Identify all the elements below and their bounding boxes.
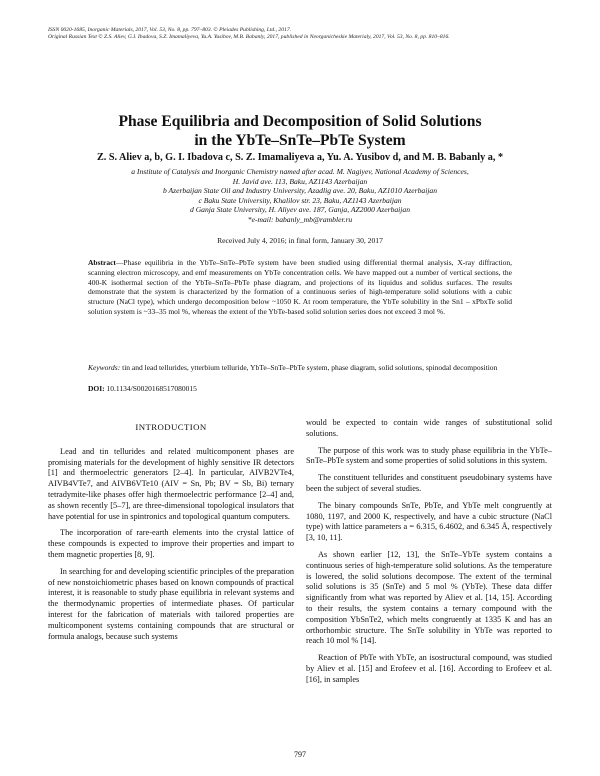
abstract-label: Abstract [88, 258, 116, 267]
paragraph: The incorporation of rare-earth elements into the crystal lattice of these compounds is expected to improve their properties and impart to them magnetic properties [8, 9]. [48, 528, 294, 559]
affiliation-b: b Azerbaijan State Oil and Industry University, Azadlig ave. 20, Baku, AZ1010 Azerbaijan [162, 186, 438, 196]
doi-link[interactable]: 10.1134/S0020168517080015 [104, 384, 197, 393]
abstract [88, 258, 512, 317]
paragraph: Lead and tin tellurides and related multicomponent phases are promising materials for the development of highly sensitive IR detectors [1] and thermoelectric generators [2–4]. In particular, AIVB2VTe4, AIVB4VTe7, and AIVB6VTe10 (AIV = Sn, Pb; BV = Sb, Bi) ternary tetradymite-like phases offer high thermoelectric performance [2–4] and, as shown recently [5–7], are three-dimensional topological insulators that have potential for use in spintronics and topological quantum computers. [48, 446, 294, 521]
title-line-1: Phase Equilibria and Decomposition of Solid Solutions [118, 113, 482, 130]
original-text-line: Original Russian Text © Z.S. Aliev, G.I. Ibadova, S.Z. Imamaliyeva, Yu.A. Yusibov, M.B. Babanly, 2017, published in Neorganicheskie Materialy, 2017, Vol. 53, No. 8, pp. 810–816. [48, 34, 450, 41]
affiliation-c: c Baku State University, Khalilov str. 23, Baku, AZ1143 Azerbaijan [198, 195, 402, 205]
abstract-text: —Phase equilibria in the YbTe–SnTe–PbTe system have been studied using differential thermal analysis, X-ray diffraction, scanning electron microscopy, and emf measurements on YbTe concentration cells. We have mapped out a number of vertical sections, the 400-K isothermal section of the YbTe–SnTe–PbTe phase diagram, and projections of its liquidus and solidus surfaces. The results demonstrate that the system is characterized by the formation of a continuous series of high-temperature solid solutions with a cubic structure (NaCl type), which undergo decomposition below ~1050 K. At room temperature, the YbTe solubility in the Sn1 – xPbxTe solid solution system is ~33–35 mol %, whereas the extent of the YbTe-based solid solution series does not exceed 3 mol %. [88, 258, 512, 316]
title-line-2: in the YbTe–SnTe–PbTe System [194, 132, 406, 149]
received-dates: Received July 4, 2016; in final form, January 30, 2017 [217, 236, 383, 245]
keywords [88, 363, 512, 373]
paragraph: The purpose of this work was to study phase equilibria in the YbTe–SnTe–PbTe system and some properties of solid solutions in this system. [306, 445, 552, 466]
affiliation-a-line1: a Institute of Catalysis and Inorganic Chemistry named after acad. M. Nagiyev, National Academy of Sciences, [131, 167, 469, 176]
journal-citation-line: ISSN 0020-1685, Inorganic Materials, 2017, Vol. 53, No. 8, pp. 797–803. © Pleiades Publishing, Ltd., 2017. [48, 27, 292, 33]
corresponding-email[interactable]: *e-mail: babanly_mb@rambler.ru [247, 214, 353, 224]
journal-header [48, 27, 558, 41]
affiliation-a-line2: H. Javid ave. 113, Baku, AZ1143 Azerbaijan [232, 176, 368, 186]
author-list: Z. S. Aliev a, b, G. I. Ibadova c, S. Z. Imamaliyeva a, Yu. A. Yusibov d, and M. B. Babanly a, * [96, 152, 504, 163]
page-number: 797 [294, 750, 306, 759]
doi-label: DOI: [88, 384, 105, 393]
section-heading: INTRODUCTION [135, 422, 207, 432]
affiliations [48, 167, 552, 225]
left-column [48, 418, 294, 648]
keywords-label: Keywords: [88, 363, 121, 372]
paragraph: The constituent tellurides and constituent pseudobinary systems have been the subject of several studies. [306, 473, 552, 493]
keywords-text: tin and lead tellurides, ytterbium telluride, YbTe–SnTe–PbTe system, phase diagram, solid solutions, spinodal decomposition [120, 363, 498, 372]
paragraph: would be expected to contain wide ranges of substitutional solid solutions. [306, 418, 552, 438]
paragraph: Reaction of PbTe with YbTe, an isostructural compound, was studied by Aliev et al. [15] and Erofeev et al. [16]. According to Erofeev et al. [16], in samples [306, 653, 552, 684]
doi [88, 384, 512, 393]
paragraph: As shown earlier [12, 13], the SnTe–YbTe system contains a continuous series of high-temperature solid solutions. As the temperature is lowered, the solid solutions decompose. The extent of the terminal solid solutions is 35 (SnTe) and 5 mol % (YbTe). These data differ significantly from what was reported by Aliev et al. [14, 15]. According to their results, the system contains a ternary compound with the composition YbSnTe2, which melts congruently at 1335 K and has an orthorhombic structure. The SnTe solubility in YbTe was reported to reach 10 mol % [14]. [306, 549, 552, 646]
paragraph: The binary compounds SnTe, PbTe, and YbTe melt congruently at 1080, 1197, and 2000 K, respectively, and have a cubic structure (NaCl type) with lattice parameters a = 6.315, 6.4602, and 6.345 Å, respectively [3, 10, 11]. [306, 500, 552, 543]
right-column [306, 418, 552, 692]
affiliation-d: d Ganja State University, H. Aliyev ave. 187, Ganja, AZ2000 Azerbaijan [190, 205, 410, 215]
paragraph: In searching for and developing scientific principles of the preparation of new nonstoichiometric phases based on known compounds of practical interest, it is reasonable to study phase equilibria in relevant systems and the thermodynamic properties of intermediate phases. Of particular interest for the fabrication of materials with tailored properties are multicomponent systems containing compounds that are structural or formula analogs, because such systems [48, 566, 294, 641]
article-title [48, 112, 552, 150]
